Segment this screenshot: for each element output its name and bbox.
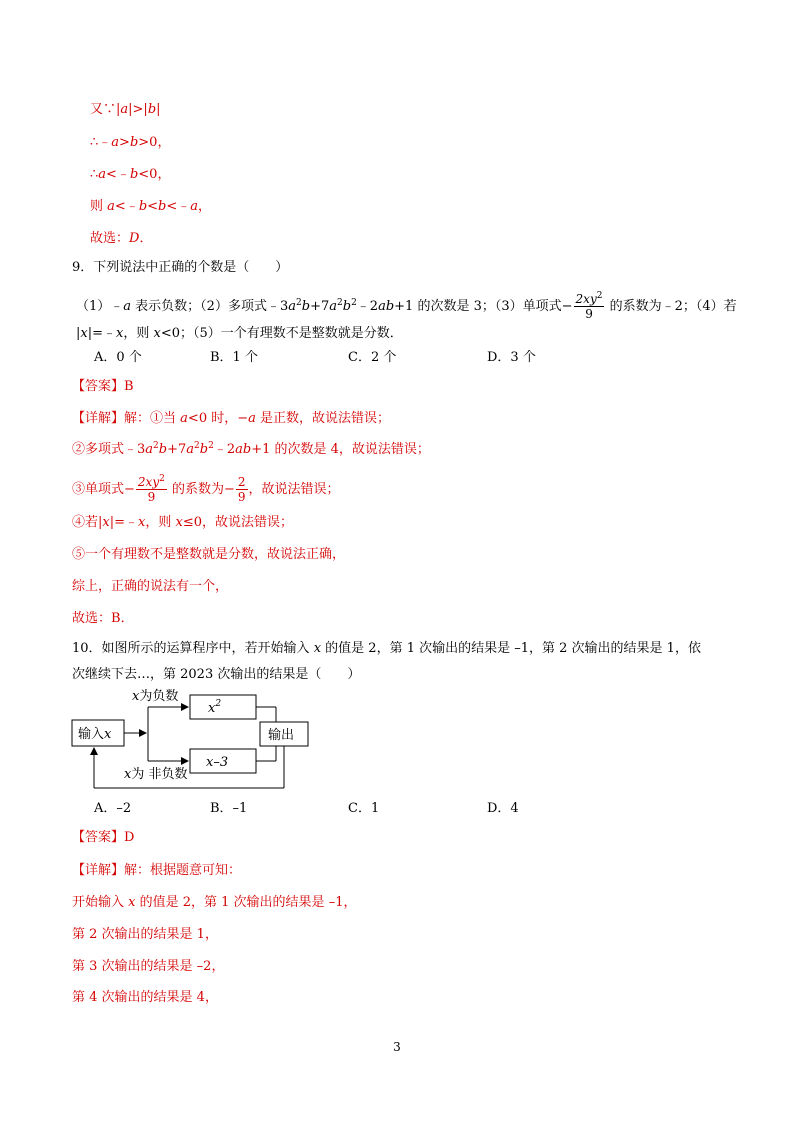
square-label: $x^2$ bbox=[208, 699, 222, 716]
q10-option-b: B．–1 bbox=[210, 801, 248, 816]
page-number: 3 bbox=[393, 1040, 401, 1054]
fraction: $\frac{2}{9}$ bbox=[237, 475, 246, 504]
solution-conclusion: 故选：D． bbox=[90, 231, 153, 246]
solution-line: ∴﹣a>b>0， bbox=[90, 135, 171, 150]
q9-detail-7: 故选：B． bbox=[72, 611, 134, 626]
flowchart bbox=[70, 684, 320, 794]
label-nonnegative: x为 非负数 bbox=[124, 767, 188, 782]
solution-line: ∴a<﹣b<0， bbox=[90, 167, 171, 182]
q9-detail-1: 【详解】解：①当 a<0 时，−a 是正数，故说法错误； bbox=[72, 411, 391, 426]
q9-option-d: D．3 个 bbox=[487, 350, 536, 365]
fraction: $\frac{2xy^2}{9}$ bbox=[137, 474, 165, 504]
q10-answer: 【答案】D bbox=[72, 830, 135, 845]
q10-detail-4: 第 3 次输出的结果是 –2， bbox=[72, 959, 225, 974]
q10-detail-2: 开始输入 x 的值是 2，第 1 次输出的结果是 –1， bbox=[72, 895, 357, 910]
q9-option-c: C．2 个 bbox=[348, 350, 397, 365]
q10-option-c: C．1 bbox=[348, 801, 380, 816]
minus3-label: x–3 bbox=[206, 755, 229, 770]
q9-detail-6: 综上，正确的说法有一个， bbox=[72, 579, 229, 594]
label-negative: x为负数 bbox=[132, 689, 179, 704]
solution-line: 又∵|a|>|b| bbox=[90, 102, 161, 117]
q10-option-a: A．–2 bbox=[94, 801, 132, 816]
q9-detail-5: ⑤一个有理数不是整数就是分数，故说法正确， bbox=[72, 547, 346, 562]
q10-option-d: D．4 bbox=[487, 801, 519, 816]
fraction: $\frac{2xy^2}{9}$ bbox=[575, 291, 603, 321]
q9-option-b: B．1 个 bbox=[210, 350, 258, 365]
input-label: 输入x bbox=[78, 727, 112, 742]
output-label: 输出 bbox=[268, 728, 295, 743]
q9-detail-3: ③单项式− $\frac{2xy^2}{9}$ 的系数为− $\frac{2}{9}$ ，故说法错误； bbox=[72, 474, 340, 504]
question-10-stem-line2: 次继续下去…，第 2023 次输出的结果是（ ） bbox=[72, 667, 361, 682]
q10-detail-1: 【详解】解：根据题意可知： bbox=[72, 863, 242, 878]
q9-answer: 【答案】B bbox=[72, 379, 134, 394]
question-9-statements-line1: （1）﹣a 表示负数；（2）多项式$﹣3a^2b+7a^2b^2﹣2ab+1$ 的次数是 3；（3）单项式− $\frac{2xy^2}{9}$ 的系数为﹣2；（4）若 bbox=[76, 291, 737, 321]
solution-line: 则 a<﹣b<b<﹣a， bbox=[90, 199, 212, 214]
q9-detail-4: ④若|x|=﹣x，则 x≤0，故说法错误； bbox=[72, 515, 294, 530]
question-10-stem-line1: 10．如图所示的运算程序中，若开始输入 x 的值是 2，第 1 次输出的结果是 –1，第 2 次输出的结果是 1，依 bbox=[72, 641, 701, 656]
question-9-statements-line2: |x|=﹣x，则 x<0；（5）一个有理数不是整数就是分数． bbox=[76, 326, 403, 341]
q9-detail-2: ②多项式$﹣3a^2b+7a^2b^2﹣2ab+1$ 的次数是 4，故说法错误； bbox=[72, 441, 430, 457]
q10-detail-5: 第 4 次输出的结果是 4， bbox=[72, 990, 218, 1005]
q10-detail-3: 第 2 次输出的结果是 1， bbox=[72, 927, 218, 942]
question-9-stem: 9．下列说法中正确的个数是（ ） bbox=[72, 260, 289, 275]
q9-option-a: A．0 个 bbox=[94, 350, 142, 365]
square-box bbox=[190, 695, 256, 719]
